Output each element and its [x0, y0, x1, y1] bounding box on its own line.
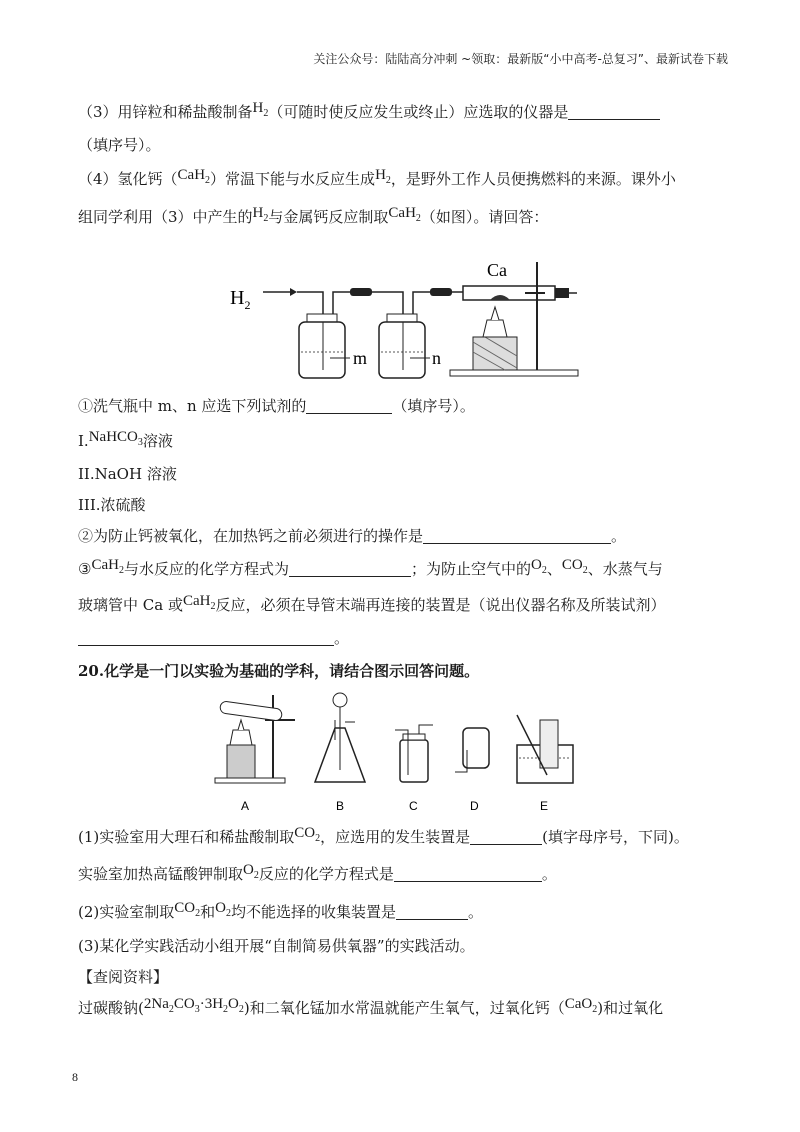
iron-stand [450, 262, 578, 376]
answer-blank [396, 903, 468, 920]
option-iii: III.浓硫酸 [78, 496, 146, 514]
formula-nahco3: NaHCO$_3$ [88, 429, 143, 448]
formula-o2: $O_2$ [530, 557, 547, 576]
q20-1-line1: (1)实验室用大理石和稀盐酸制取$CO_2$，应选用的发生装置是 (填字母序号，下同)。 [78, 825, 689, 846]
formula-h2: $H_2$ [375, 167, 391, 186]
wash-bottle-n [379, 292, 430, 378]
q20-3-line: (3)某化学实践活动小组开展“自制简易供氧器”的实践活动。 [78, 937, 475, 955]
formula-cao2: CaO$_2$ [564, 996, 598, 1015]
formula-cah2: CaH$_2$ [91, 557, 124, 576]
apparatus-c [395, 725, 433, 782]
answer-blank [289, 560, 411, 577]
formula-h2: $H_2$ [252, 205, 269, 224]
sub2-line: ②为防止钙被氧化，在加热钙之前必须进行的操作是 。 [78, 527, 627, 545]
formula-co2: $CO_2$ [561, 557, 588, 576]
m-label: m [353, 348, 368, 368]
formula-h2: $H_2$ [252, 100, 269, 119]
page-number: 8 [72, 1070, 78, 1084]
q4-line2: 组同学利用（3）中产生的$H_2$与金属钙反应制取CaH$_2$（如图）。请回答： [78, 205, 549, 226]
q20-1-line2: 实验室加热高锰酸钾制取$O_2$反应的化学方程式是 。 [78, 862, 557, 883]
h2-label: $H_2$ [230, 287, 251, 312]
reaction-tube [452, 286, 577, 300]
wash-bottle-m [297, 292, 350, 378]
ref-title: 【查阅资料】 [78, 968, 169, 986]
apparatus-b [315, 693, 365, 782]
formula-cah2: CaH$_2$ [388, 205, 421, 224]
sub3-line3: 。 [78, 627, 349, 649]
answer-blank [568, 103, 660, 120]
label-c: C [409, 799, 418, 813]
q3-line2: （填序号）。 [78, 136, 161, 154]
apparatus-d [455, 728, 489, 772]
sub3-line1: ③CaH$_2$与水反应的化学方程式为 ；为防止空气中的$O_2$、$CO_2$、水蒸气与 [78, 557, 663, 578]
apparatus-figure-cah2 [225, 252, 580, 382]
label-b: B [336, 799, 345, 813]
q20-title: 20.化学是一门以实验为基础的学科，请结合图示回答问题。 [78, 662, 480, 680]
formula-co2: $CO_2$ [294, 825, 321, 844]
option-i: I.NaHCO$_3$溶液 [78, 429, 173, 450]
q3-line1: （3）用锌粒和稀盐酸制备$H_2$（可随时使反应发生或终止）应选取的仪器是 [78, 101, 660, 130]
apparatus-e [517, 715, 573, 783]
label-a: A [241, 799, 250, 813]
label-e: E [540, 799, 549, 813]
sub1-line: ①洗气瓶中 m、n 应选下列试剂的 （填序号）。 [78, 397, 475, 415]
page-header: 关注公众号：陆陆高分冲刺 ~领取：最新版“小中高考-总复习”、最新试卷下载 [313, 52, 728, 66]
formula-cah2: CaH$_2$ [177, 167, 211, 186]
formula-co2: $CO_2$ [174, 900, 201, 919]
sub3-line2: 玻璃管中 Ca 或CaH$_2$反应，必须在导管末端再连接的装置是（说出仪器名称及所装试剂） [78, 593, 666, 614]
ca-label: Ca [487, 260, 507, 280]
label-d: D [470, 799, 479, 813]
q4-line1: （4）氢化钙（CaH$_2$）常温下能与水反应生成$H_2$，是野外工作人员便携燃料的来源。课外小 [78, 167, 676, 188]
option-ii: II.NaOH 溶液 [78, 465, 177, 483]
answer-blank [78, 629, 334, 646]
formula-o2: $O_2$ [215, 900, 231, 919]
answer-blank [423, 527, 611, 544]
apparatus-a [215, 695, 295, 783]
formula-cah2: CaH$_2$ [182, 593, 216, 612]
n-label: n [432, 348, 441, 368]
answer-blank [394, 865, 542, 882]
apparatus-figure-abcde [205, 690, 580, 818]
formula-percarbonate: $2Na_2CO_3\cdot 3H_2O_2$ [143, 996, 244, 1015]
formula-o2: $O_2$ [243, 862, 259, 881]
q20-2-line: (2)实验室制取$CO_2$和$O_2$均不能选择的收集装置是 。 [78, 900, 483, 921]
answer-blank [470, 828, 542, 845]
answer-blank [306, 397, 392, 414]
ref-line1: 过碳酸钠$(2Na_2CO_3\cdot 3H_2O_2)$和二氧化锰加水常温就能产生氧气，过氧化钙（CaO$_2$)和过氧化 [78, 996, 664, 1017]
